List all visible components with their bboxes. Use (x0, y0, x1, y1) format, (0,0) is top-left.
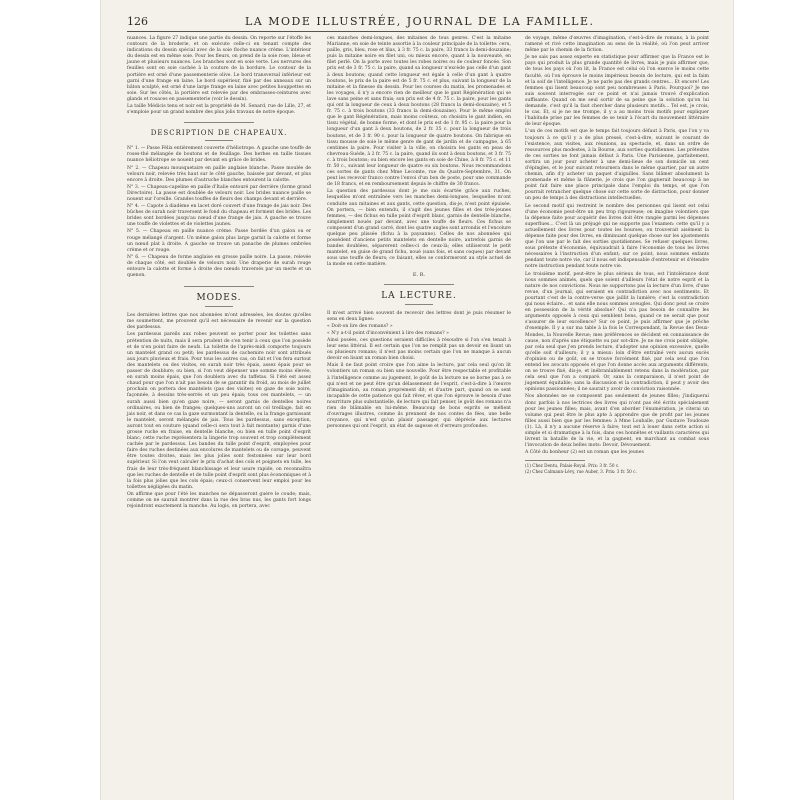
paragraph: ces manches demi-longues, des mitaines de tous genres. C'est la mitaine Marianne, en soie de teinte assortie à la couleur principale de la toilette: ceru, paille, gris, bleu, rose et lilas, à 3 fr. 75 c. la paire, 33 francs la demi-douzaine; puis la mitaine noire en filet uni, ou mieux encore, quant à la nouveauté, en filet perlé. On la porte avec toutes les robes noires ou de couleur foncée. Son prix est de 3 fr. 75 c. la paire, quand sa longueur n'excède pas celle d'un gant à deux boutons; quand cette longueur est égale à celle d'un gant à quatre boutons, le prix de la paire est de 5 fr. 75 c. et plus, suivant la longueur de la mitaine et la finesse du dessin. Pour les courses du matin, les promenades et les voyages, il n'y a encore rien de meilleur que le gant Régénération qui se lave sans peine et sans frais; son prix est de 4 fr. 75 c. la paire, pour les gants qui ont la longueur de ceux à deux boutons (28 francs la demi-douzaine), et 5 fr. 75 c. à trois boutons (33 francs la demi-douzaine). Pour le même emploi que le gant Régénération, mais moins coûteux, on choisira le gant indien, en tissu végétal, de bonne forme, et dont le prix est de 1 fr. 95 c. la paire pour la longueur d'un gant à deux boutons, de 2 fr. 35 c. pour la longueur de trois boutons, et de 3 fr. 90 c. pour la longueur de quatre boutons. On fabrique en tissu mousse de soie le même genre de gant de jardin et de campagne, à 65 centimes la paire. Pour visiter à la ville, on choisira les gants en peau de chevreau-Suède, à 2 fr. 75 c. la paire, quand ils sont à deux boutons, et 3 fr. 75 c. à trois boutons; ou bien encore les gants en soie de Chine, à 8 fr. 75 c. et 11 fr. 50 c., suivant leur longueur de quatre ou six boutons. Nous recommandons ces sortes de gants chez Mme Lecomte, rue du Quatre-Septembre, 31. On peut les recevoir franco contre l'envoi d'un bon de poste, pour une commande de 18 francs, et en remboursement depuis le chiffre de 30 francs. (327, 36, 511, 188)
paragraph: Il m'est arrivé bien souvent de recevoir des lettres dont je puis résumer le sens en deux lignes: (327, 310, 511, 322)
column-middle (327, 36, 511, 430)
paragraph: A Côté du bonheur (2) est un roman que les jeunes (525, 450, 644, 456)
journal-title: LA MODE ILLUSTRÉE, JOURNAL DE LA FAMILLE. (245, 15, 595, 28)
paragraph: Ainsi posées, ces questions seraient difficiles à résoudre si l'on s'en tenait à leur sens littéral. Il est certain que l'on ne remplit pas un devoir en lisant un ou plusieurs romans; il n'est pas moins certain que l'on ne manque à aucun devoir en lisant un roman bien choisi. (327, 337, 511, 362)
paragraph: Le troisième motif, peut-être le plus sérieux de tous, est l'intolérance dont nous sommes animés, quels que soient d'ailleurs l'état de notre esprit et la nature de nos convictions. Nous ne supportons pas la lecture d'un livre, d'une revue, d'un journal, qui seraient en contradiction avec nos sentiments. Et pourtant c'est de la contre-verse que jaillit la lumière; c'est la contradiction qui nous éclaire... et sans elle nous sommes aveugles. Qui donc peut se croire en possession de la vérité absolue? Qui n'a pas besoin de connaître les arguments opposés à ceux qui semblent bons, quand ce ne serait que pour s'assurer de leur excellence? Sur ce point, je puis affirmer que je prêche d'exemple. Il y a sur ma table à la fois le Correspondant, la Revue des Deux-Mondes, la Nouvelle Revue; mes préférences se décident en connaissance de cause, non d'après une étiquette ou par sot-dire. Je ne me crois point obligée, par cela seul que j'en prends lecture, d'adopter une opinion excessive, quelle qu'elle soit d'ailleurs; il y a mieux: loin d'être entraîné vers aucun excès d'opinion ou de goût, on se trouve forcément fixé, par cela seul que l'on entend les avocats opposés et que l'on donne accès aux arguments différents, on se trouve fixé, dis-je, et inébranlablement retenu dans la modération, par cela seul que l'on a comparé. Or, sans la comparaison, il n'est point de jugement équitable; sans la discussion et la contradiction, il peut y avoir des opinions passionnées; il ne saurait y avoir de conviction raisonnée. (525, 271, 709, 393)
column-right (525, 36, 709, 475)
section-rule (384, 284, 454, 285)
paragraph: Nos abonnées ne se composent pas seulement de jeunes filles; j'indiquerai donc parfois à nos lectrices des livres qui n'ont pas été écrits spécialement pour les jeunes filles; mais, avant d'en aborder l'énumération, je citerai un volume qui peut être le plus apte à apprendre que de profit par les jeunes filles aussi bien que par les femmes: à Mme Louballe, par Gustave Toudouze (1). Là, il n'y a aucune réserve à faire; tout est à louer dans cette action si simple et si dramatique à la fois, dans ces honnêtes et vaillants caractères qui livrent la bataille de la vie, et la gagnent, en marchant au combat sous l'invocation de deux belles mots: Devoir, Dévouement. (525, 394, 709, 449)
paragraph: La taille Médicis tenu et noir est la propriété de M. Senard, rue de Lille, 27, et s'emploie pour un grand nombre des plus jolis travaux de notre époque. (127, 104, 311, 116)
paragraph: N° 6. — Chapeau de forme anglaise en grosse paille noire. La passe, relevée de chaque côté, est doublée de velours noir. Une draperie de surah rouge entoure la calotte et forme à droite des nœuds traversés par un merle et un quenon. (127, 254, 311, 279)
page-number: 126 (127, 15, 148, 28)
paragraph: N° 4. — Capote à diadème en lacet doré couvert d'une frange de jais noir. Des bûches de surah noir traversent le fond du chapeau et forment des brides. Les brides sont bordées jusqu'au nœud d'une frange de jais. A gauche se trouve une touffe de violettes et de violettes jaunes. (127, 204, 311, 228)
journal-page (100, 0, 734, 800)
section-heading-modes: MODES. (196, 293, 242, 304)
paragraph: N° 5. — Chapeau en paille nuance crème. Passe bordée d'un galon ou er rouge mélangé d'argent. Un même galon plus large garnit la calotte et forme un nœud plat à droite. A gauche se trouve un panache de plumes ombrées crème et or rouge. (127, 229, 311, 253)
paragraph: de voyage, même d'œuvres d'imagination, c'est-à-dire de romans, à la point ramené et rivé cette imagination au sens de la réalité, où l'on peut arriver même par le chemin de la fiction. (525, 36, 709, 54)
paragraph: nuances. La figure 27 indique une partie du dessin. On reporte sur l'étoffe les contours de la broderie, et on exécute celle-ci en tenant compte des indications du dessin spécial avec de la soie floche nuance crème. L'intérieur du dessin est en même soie. Pour les fleurs, on prend de la soie rose, bleue et jaune et plusieurs nuances. Les branches sont en soie verte. Les nervures des feuilles sont en soie cachée à la couture de la bordure. Le contour de la portière est orné d'une passementerie olive. Le bord transversal inférieur est garni d'une frange en laine. Le bord supérieur, fixé par des anneaux sur un bâton sculpté, est orné d'une large frange en laine avec petites houppettes en soie. Sur les côtés, la portière est relevée par des embrasses-ceintures avec glands et rosaces en passementerie (voir le dessin). (127, 36, 311, 102)
footnote: (1) Chez Dentu, Palais-Royal. Prix: 3 fr. 50 c. (525, 463, 620, 469)
paragraph: Le second motif qui restreint le nombre des personnes qui lisent est celui d'une économie peut-être un peu trop rigoureuse; on imagine volontiers que la dépense faite pour acquérir des livres doit être rangée parmi les dépenses superflues... C'est là un préjugé qui ne supporte pas l'examen: cette qu'il y a actuellement des livres pour toutes les bourses, on trouverait aisément la dépense faite pour des livres, en diminuant quelque chose sur les ajustements que l'on use par le fait des sorties quotidiennes. Se refuser quelques livres, sous prétexte d'économie, équivaudrait à faire l'économie de tous les livres nécessaires à l'instruction d'un enfant; sur ce point, nous sommes enfants pendant toute notre vie, car il nous est indispensable d'entretenir et d'étendre notre instruction pendant toute notre vie. (525, 203, 709, 270)
column-left (127, 36, 311, 510)
paragraph: N° 1. — Passe Félix entièrement couverte d'héliotrope. A gauche une touffe de roses-thé mélangée de boutons et de feuillage. Des herbes en taille tissues nuance héliotrope se nouent par devant en grâce de brides. (127, 146, 311, 164)
paragraph: Les pardessus pareils aux robes peuvent se porter pour les toilettes sans prétention de nuits, mais il sera prudent de s'en tenir à ceux que l'on possède et de n'en point faire de neufs. La toilette de l'après-midi comporte toujours un mantelet grand ou petit; les pardessus de cachemire noir sont attribués aux jours pluvieux et frais. Pour tous les autres cas, on fait et l'on fera surtout des mantelets ou des visites, en surah noir très épais, assez épais pour se passer de doublure; ou bien, si l'on veut dépenser une somme moins élevée, en surah moins épais, que l'on doublera avec du taffetas. Si l'été est assez chaud pour que l'on n'ait pas besoin de se garantir du froid, au mois de juillet prochain on portera des mantelets (pas des visites) en gaze de soie noire, façonnée, à dessins très-serrés et un peu épais; tous ces mantelets, — un surah aussi bien qu'en gaze noire, — seront garnis de dentelles noires ordinaires, ou bien de franges; quelques-uns auront un col treillage, fait en jais noir, et dans ce cas la gaze surmontant la dentelle, ou la frange garnissant le mantelet, seront mélangés de jais. Tous les pardessus, sans exception, auront tout en couture (quand celle-ci sera tout à fait montante) garnis d'une grosse ruche en fraise, en dentelle blanche, ou bien en tulle point d'esprit blanc; cette ruche représentera la lingerie trop souvent et trop complètement cachée par le pardessus. Les bandes du tulle point d'esprit, employées pour faire des ruches destinées aux encolures de mantelets ou de corsage, peuvent être toutes droites, mais les plus jolies sont festonnées sur leur bord supérieur. Si l'on veut calculer le prix d'achat des cols et poignets en tulle, les frais de leur très-fréquent blanchissage et leur usure rapide, on reconnaîtra que les ruches de dentelle et de tulle point d'esprit sont plus économiques et à la fois plus jolies que les cols épais; ceux-ci conservent leur emploi pour les toilettes négligées du matin. (127, 332, 311, 490)
paragraph: « N'y a-t-il point d'inconvénient à lire des romans? » (327, 330, 449, 336)
footnote: (2) Chez Calmann-Lévy, rue Auber, 3. Prix: 3 fr. 50 c. (525, 468, 637, 474)
paragraph: « Doit-on lire des romans? » (327, 323, 393, 329)
paragraph: La question des pardessus dont je me suis écartée grâce aux ruches, lesquelles m'ont entraînée vers les manches demi-longues, lesquelles m'ont conduite aux mitaines et aux gants, cette question, dis-je, n'est point épuisée. On portera, — bien entendu, il s'agit des jeunes filles et des très-jeunes femmes, — des fichus en tulle point d'esprit blanc, garnis de dentelle blanche, simplement noués par devant, avec une touffe de fleurs. Ces fichus se composent d'un grand carré, dont les quatre angles sont arrondis et l'encolure quelque peu plissée (fichu à la paysanne). Celles de nos abonnées qui possèdent d'anciens petits mantelets en dentelle noire, autrefois garnis de bandes doublées, séparerent celles-ci de ceux-là; elles utiliseront le petit mantelet, en guise de grand fichu, noué (sans fois, et sans coques) par devant sous une touffe de fleurs; ce faisant, elles se conformeront au style actuel de la mode en cette matière. (327, 189, 511, 268)
section-rule (184, 286, 254, 287)
author-signature: E. R. (412, 271, 426, 278)
paragraph: Je ne sais pas assez experte en statistique pour affirmer que la France est le pays qui produit la plus grande quantité de livres, mais je puis affirmer que, de tous les pays où l'on lit, la France est celui où l'on exerce le moins cette faculté, où l'on éprouve le moins impérieux besoin de lecture, qui est la faim et la soif de l'intelligence. Je ne parle pas des grands centres... Et encore! Les femmes qui lisent beaucoup sont peu nombreuses à Paris. Pourquoi? Je me suis souvent interrogée sur ce point et n'ai jamais trouvé d'explication suffisante. Quand on me seul sortir de sa peine que la solution qu'on lui demande, c'est qu'il la faut chercher dans plusieurs motifs... Tel est, je crois, le cas. Et, si je ne me trompe, il y a au moins trois motifs pour expliquer l'habitude prise par les femmes de se tenir à l'écart du mouvement littéraire de leur époque. (525, 55, 709, 128)
paragraph: Les dernières lettres que nos abonnées m'ont adressées, les doutes qu'elles me soumettent, me prouvent qu'il est nécessaire de revenir sur la question des pardessus. (127, 313, 311, 331)
section-rule (405, 304, 433, 305)
paragraph: L'un de ces motifs est que le temps fait toujours défaut à Paris, que l'on y va toujours à ce qu'il y a de plus pressé, c'est-à-dire, suivant le courant de l'existence, aux visites, aux réunions, au spectacle, et, dans un ordre de ressources plus modestes, à la Bourse, aux sorties quotidiennes. Les prétextes de ces sorties ne font jamais défaut à Paris. Une Parisienne, parfaitement, sortira un jour pour acheter à une demi-lieue de son domicile un cent d'épingles, et le jour suivant retournera dans le même quartier, par un autre chemin, afin d'y acheter un paquet d'aiguilles. Sans blâmer absolument la promenade et même la flânerie, je crois que l'on gagnerait beaucoup à ne point fait faire une place principale dans l'emploi du temps, et que l'on pourrait retrancher quelque chose sur cette sorte de distraction, pour donner un peu de temps à des distractions intellectuelles. (525, 129, 709, 202)
section-rule (205, 140, 233, 141)
paragraph: N° 2. — Chapeau mousquetaire en paille anglaise blanche. Passe moulée de velours noir, relevée très haut sur le côté gauche, baissée par devant, et plus encore à droite. Des plumes d'autruche blanches entourent la calotte. (127, 165, 311, 183)
section-rule (184, 122, 254, 123)
section-rule (205, 306, 233, 307)
footnote-rule (525, 460, 585, 461)
section-heading-chapeaux: DESCRIPTION DE CHAPEAUX. (150, 129, 288, 138)
paragraph: Mais il ne faut point croire que l'on aime la lecture, par cela seul qu'on lit volontiers un roman ou bien une nouvelle. Pour être respectable et profitable à l'intelligence comme au jugement, le goût de la lecture ne se borne pas à ce qui n'est et ne peut être qu'un délassement de l'esprit, c'est-à-dire à l'œuvre d'imagination, au roman proprement dit; et d'autre part, quand on se sent incapable de cette patience qui fait rêver, et que l'on éprouve le besoin d'une nourriture plus substantielle, de lecture qui fait penser, le goût des romans n'a rien de blâmable en lui-même. Beaucoup de bons esprits se méfient d'ouvrages illustres, comme ils prennent de nos contes de fées, une belle croyance, qui n'est qu'un plaisir passager, qui déprécie aux lectures personnes qui ont l'esprit, un état de sagesse et d'erreurs profondes. (327, 363, 511, 430)
paragraph: On affirme que pour l'été les manches ne dépasseront guère le coude; mais, comme on ne saurait montrer dans la rue des bras nus, les gants fort longs rejoindront exactement la manche. Au logis, on portera, avec (127, 491, 311, 510)
header-rule (127, 31, 709, 32)
section-heading-lecture: LA LECTURE. (381, 290, 457, 301)
paragraph: N° 3. — Chapeau-capeline en paille d'Italie entouré par derrière (forme grand Directoire). La passe est doublée de velours noir. Les brides nuance paille se nouent sur l'oreille. Grandes touffes de fleurs des champs devant et derrière. (127, 184, 311, 202)
page-header (127, 15, 709, 29)
